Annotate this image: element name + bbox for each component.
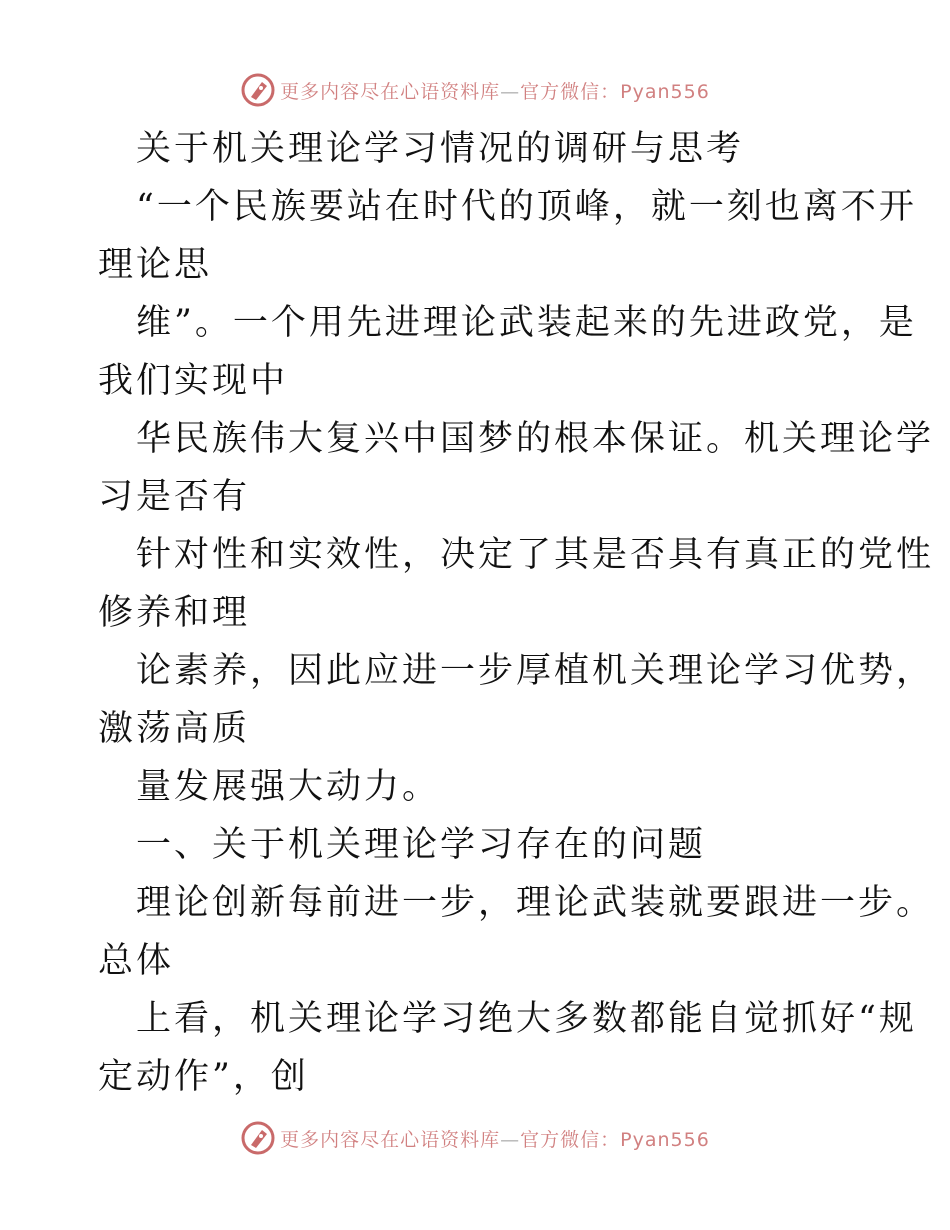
text-line: 习是否有 bbox=[98, 477, 251, 517]
text-line: 我们实现中 bbox=[98, 361, 289, 401]
text-line: 总体 bbox=[98, 941, 175, 981]
text-line: “一个民族要站在时代的顶峰，就一刻也离不开 bbox=[136, 187, 917, 227]
header-banner bbox=[0, 70, 950, 110]
text-line: 维”。一个用先进理论武装起来的先进政党，是 bbox=[136, 303, 917, 343]
text-line: 理论创新每前进一步，理论武装就要跟进一步。 bbox=[136, 883, 935, 923]
text-line: 一、关于机关理论学习存在的问题 bbox=[136, 825, 707, 865]
text-line: 针对性和实效性，决定了其是否具有真正的党性 bbox=[136, 535, 935, 575]
document-body bbox=[98, 120, 935, 1106]
banner-text: 更多内容尽在心语资料库—官方微信：Pyan556 bbox=[280, 80, 710, 103]
text-line: 关于机关理论学习情况的调研与思考 bbox=[136, 129, 745, 169]
text-line: 定动作”，创 bbox=[98, 1057, 309, 1097]
text-line: 量发展强大动力。 bbox=[136, 767, 441, 807]
pen-nib-logo-icon bbox=[240, 1120, 276, 1156]
text-line: 激荡高质 bbox=[98, 709, 251, 749]
text-line: 论素养，因此应进一步厚植机关理论学习优势， bbox=[136, 651, 935, 691]
pen-nib-logo-icon bbox=[240, 72, 276, 108]
text-line: 修养和理 bbox=[98, 593, 251, 633]
text-line: 上看，机关理论学习绝大多数都能自觉抓好“规 bbox=[136, 999, 917, 1039]
banner-text: 更多内容尽在心语资料库—官方微信：Pyan556 bbox=[280, 1128, 710, 1151]
text-line: 理论思 bbox=[98, 245, 213, 285]
text-line: 华民族伟大复兴中国梦的根本保证。机关理论学 bbox=[136, 419, 935, 459]
footer-banner bbox=[0, 1118, 950, 1158]
